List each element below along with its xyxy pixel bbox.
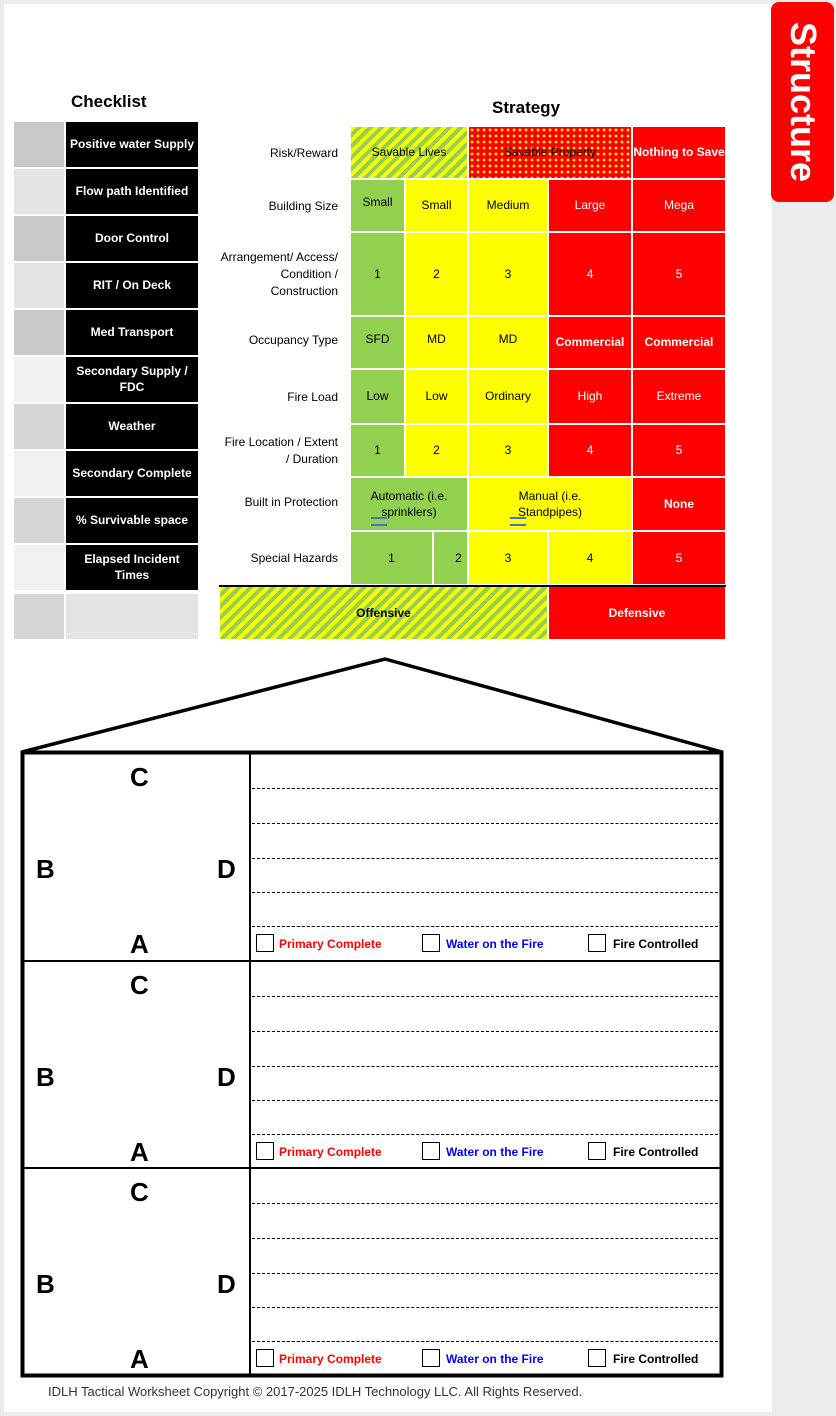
- cell-protection-none: None: [633, 478, 725, 530]
- cell-size-small-1: Small: [351, 180, 404, 231]
- cell-occ-md-2: MD: [469, 317, 547, 368]
- cell-occ-md-1: MD: [406, 317, 467, 368]
- checklist-label: Positive water Supply: [66, 122, 198, 167]
- checklist-label: Med Transport: [66, 310, 198, 355]
- row-label-fire-load: Fire Load: [287, 389, 338, 404]
- status-label: Fire Controlled: [613, 1145, 699, 1159]
- checklist-label: Elapsed Incident Times: [66, 545, 198, 590]
- checklist-label: Secondary Complete: [66, 451, 198, 496]
- status-checkbox[interactable]: [588, 1349, 606, 1367]
- note-line: [252, 1134, 718, 1135]
- cell-arr-5: 5: [633, 233, 725, 315]
- status-label: Water on the Fire: [446, 1352, 544, 1366]
- side-a-label: A: [130, 929, 149, 959]
- copyright-footer: IDLH Tactical Worksheet Copyright © 2017-2025 IDLH Technology LLC. All Rights Reserved.: [48, 1384, 583, 1399]
- side-d-label: D: [217, 1062, 236, 1092]
- status-checkbox[interactable]: [588, 934, 606, 952]
- note-line: [252, 823, 718, 824]
- side-c-label: C: [130, 970, 149, 1000]
- tab-title: Structure: [782, 21, 824, 183]
- side-b-label: B: [36, 854, 55, 884]
- cell-protection-automatic: Automatic (i.e. sprinklers): [351, 478, 467, 530]
- strategy-title: Strategy: [492, 98, 561, 117]
- cell-loc-5: 5: [633, 425, 725, 476]
- note-line: [252, 1066, 718, 1067]
- checklist-label: Flow path Identified: [66, 169, 198, 214]
- cell-hazard-4: 4: [549, 532, 631, 584]
- note-line: [252, 1307, 718, 1308]
- note-line: [252, 1341, 718, 1342]
- cell-load-low-2: Low: [406, 370, 467, 423]
- note-line: [252, 1273, 718, 1274]
- cell-hazard-2: 2: [434, 532, 467, 584]
- side-c-label: C: [130, 1177, 149, 1207]
- cell-loc-1: 1: [351, 425, 404, 476]
- row-label-arrangement: Arrangement/ Access/ Condition / Construction: [220, 250, 338, 298]
- status-checkbox[interactable]: [256, 934, 274, 952]
- note-line: [252, 1031, 718, 1032]
- checklist-label: % Survivable space: [66, 498, 198, 543]
- cell-hazard-3: 3: [469, 532, 547, 584]
- checklist-label: Secondary Supply / FDC: [66, 357, 198, 402]
- note-line: [252, 1100, 718, 1101]
- note-line: [252, 1203, 718, 1204]
- side-d-label: D: [217, 1269, 236, 1299]
- cell-load-high: High: [549, 370, 631, 423]
- status-checkbox[interactable]: [422, 1142, 440, 1160]
- cell-size-large: Large: [549, 180, 631, 231]
- cell-occ-commercial-2: Commercial: [633, 317, 725, 368]
- cell-occ-sfd: SFD: [351, 317, 404, 368]
- status-checkbox[interactable]: [422, 1349, 440, 1367]
- side-b-label: B: [36, 1269, 55, 1299]
- side-a-label: A: [130, 1344, 149, 1374]
- cell-savable-lives: Savable Lives: [351, 127, 467, 178]
- status-checkbox[interactable]: [256, 1349, 274, 1367]
- checklist-title: Checklist: [71, 92, 147, 111]
- cell-nothing-to-save: Nothing to Save: [633, 127, 725, 178]
- cell-arr-1: 1: [351, 233, 404, 315]
- status-checkbox[interactable]: [422, 934, 440, 952]
- cell-savable-property: Savable Property: [469, 127, 631, 178]
- status-label: Fire Controlled: [613, 937, 699, 951]
- cell-protection-manual: Manual (i.e. Standpipes): [469, 478, 631, 530]
- row-label-fire-location: Fire Location / Extent / Duration: [224, 435, 338, 466]
- side-d-label: D: [217, 854, 236, 884]
- defensive-band[interactable]: Defensive: [549, 587, 725, 639]
- row-label-built-in: Built in Protection: [244, 495, 338, 510]
- note-line: [252, 892, 718, 893]
- cell-load-ordinary: Ordinary: [469, 370, 547, 423]
- row-label-special-hazards: Special Hazards: [250, 551, 338, 566]
- status-label: Water on the Fire: [446, 1145, 544, 1159]
- row-label-risk: Risk/Reward: [269, 145, 338, 160]
- side-b-label: B: [36, 1062, 55, 1092]
- cell-size-medium: Medium: [469, 180, 547, 231]
- note-line: [252, 926, 718, 927]
- cell-arr-2: 2: [406, 233, 467, 315]
- note-line: [252, 1238, 718, 1239]
- offensive-band[interactable]: Offensive: [220, 587, 547, 639]
- row-label-building-size: Building Size: [268, 198, 338, 213]
- note-line: [252, 858, 718, 859]
- cell-loc-4: 4: [549, 425, 631, 476]
- status-label: Primary Complete: [279, 937, 382, 951]
- cell-occ-commercial-1: Commercial: [549, 317, 631, 368]
- note-line: [252, 996, 718, 997]
- checklist-label: Door Control: [66, 216, 198, 261]
- cell-size-small-2: Small: [406, 180, 467, 231]
- cell-load-low-1: Low: [351, 370, 404, 423]
- status-label: Fire Controlled: [613, 1352, 699, 1366]
- cell-loc-2: 2: [406, 425, 467, 476]
- note-line: [252, 788, 718, 789]
- checklist-label: Weather: [66, 404, 198, 449]
- checklist-label: RIT / On Deck: [66, 263, 198, 308]
- row-label-occupancy: Occupancy Type: [248, 332, 338, 347]
- cell-arr-4: 4: [549, 233, 631, 315]
- cell-size-mega: Mega: [633, 180, 725, 231]
- status-checkbox[interactable]: [588, 1142, 606, 1160]
- cell-arr-3: 3: [469, 233, 547, 315]
- cell-hazard-5: 5: [633, 532, 725, 584]
- status-label: Primary Complete: [279, 1145, 382, 1159]
- side-c-label: C: [130, 762, 149, 792]
- status-checkbox[interactable]: [256, 1142, 274, 1160]
- cell-loc-3: 3: [469, 425, 547, 476]
- status-label: Primary Complete: [279, 1352, 382, 1366]
- cell-load-extreme: Extreme: [633, 370, 725, 423]
- cell-hazard-1: 1: [351, 532, 432, 584]
- side-a-label: A: [130, 1137, 149, 1167]
- status-label: Water on the Fire: [446, 937, 544, 951]
